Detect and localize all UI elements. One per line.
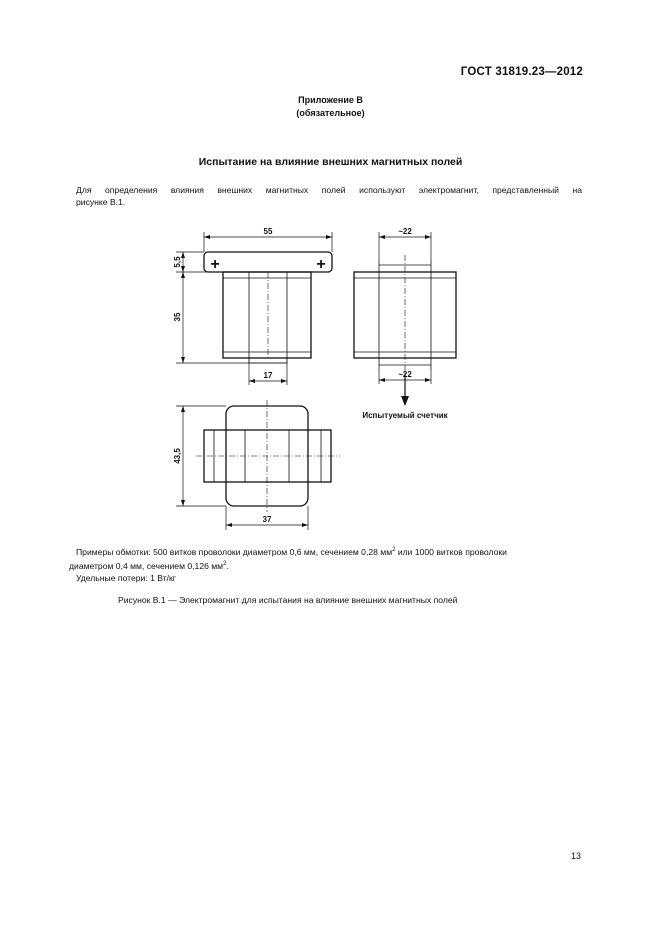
figure-caption: Рисунок В.1 — Электромагнит для испытания на влияние внешних магнитных полей <box>118 595 458 605</box>
notes-line-2-part-2: . <box>226 560 229 571</box>
notes-line-1-part-2: или 1000 витков проволоки <box>395 546 507 557</box>
notes-sup-2: 2 <box>223 560 227 567</box>
notes-line-2-part-1: диаметром 0,4 мм, сечением 0,126 мм <box>69 560 224 571</box>
notes-line-1-part-1: Примеры обмотки: 500 витков проволоки диаметром 0,6 мм, сечением 0,28 мм <box>76 546 393 557</box>
plus-sign-right: + <box>316 256 326 273</box>
dim-side-bottom: ~22 <box>398 370 412 379</box>
notes-line-2 <box>69 558 582 572</box>
plus-sign-left: + <box>210 256 220 273</box>
intro-line-1: Для определения влияния внешних магнитных полей используют электромагнит, представленный на <box>76 185 582 195</box>
winding-notes <box>69 544 582 584</box>
dim-bottom-width: 37 <box>262 515 272 524</box>
annex-title: Приложение В <box>298 95 363 105</box>
section-title: Испытание на влияние внешних магнитных полей <box>198 156 463 168</box>
dim-bottom-height: 43,5 <box>173 448 182 464</box>
dim-body-height: 35 <box>173 312 182 322</box>
dim-inner-width: 17 <box>263 371 273 380</box>
intro-line-2: рисунке В.1. <box>76 197 126 207</box>
annex-subtitle: (обязательное) <box>296 108 365 118</box>
meter-under-test-label: Испытуемый счетчик <box>362 411 448 420</box>
dim-top-width: 55 <box>263 227 273 236</box>
notes-line-1 <box>76 544 582 558</box>
dim-cap-height: 5,5 <box>173 256 182 268</box>
front-view-body <box>223 272 311 358</box>
page-number: 13 <box>571 851 582 861</box>
dim-side-top: ~22 <box>398 227 412 236</box>
document-code: ГОСТ 31819.23—2012 <box>460 66 583 78</box>
notes-sup-1: 2 <box>392 547 396 553</box>
front-view-cap <box>204 252 332 272</box>
notes-line-3: Удельные потери: 1 Вт/кг <box>76 572 176 583</box>
